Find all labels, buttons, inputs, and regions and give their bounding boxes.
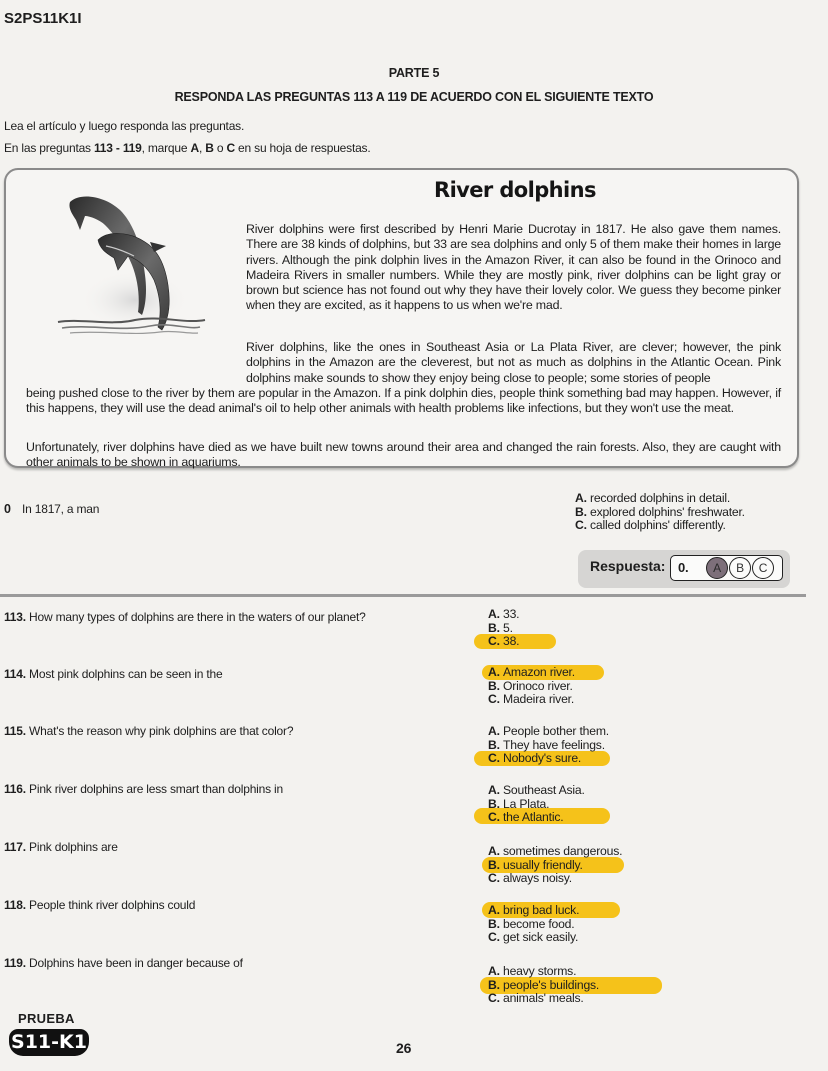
document-code: S2PS11K1I [4, 10, 82, 27]
option-a[interactable] [488, 608, 519, 622]
question-116 [4, 782, 283, 796]
instruction-read: Lea el artículo y luego responda las preguntas. [4, 119, 245, 133]
option-letter: A. [488, 964, 500, 978]
instruction-text: en su hoja de respuestas. [234, 141, 371, 155]
option-text: 5. [503, 620, 513, 635]
option-c-highlighted[interactable] [488, 811, 585, 825]
option-c[interactable] [488, 931, 579, 945]
question-number: 115. [4, 724, 26, 738]
option-text: Orinoco river. [503, 678, 573, 693]
option-text: 33. [503, 607, 520, 621]
option-a-highlighted[interactable] [488, 666, 575, 680]
option-letter: B. [488, 678, 500, 693]
option-letter: A. [488, 665, 500, 679]
option-text: Amazon river. [503, 665, 575, 679]
option-text: Madeira river. [503, 692, 575, 706]
option-text: People bother them. [503, 724, 609, 738]
option-text: become food. [503, 916, 575, 931]
option-text: sometimes dangerous. [503, 844, 623, 858]
section-divider [0, 594, 806, 597]
part-heading: PARTE 5 [388, 66, 440, 80]
instruction-text: , [198, 141, 206, 155]
instruction-text: En las preguntas [4, 141, 94, 155]
option-a[interactable] [488, 725, 609, 739]
option-letter: B. [488, 857, 500, 872]
option-text: Southeast Asia. [503, 783, 585, 797]
option-c[interactable] [488, 693, 575, 707]
question-116-options [488, 784, 585, 825]
option-text: La Plata. [503, 796, 550, 811]
answer-label: Respuesta: [590, 558, 666, 574]
option-text: They have feelings. [503, 737, 605, 752]
option-b[interactable] [488, 680, 575, 694]
question-number: 116. [4, 782, 26, 796]
question-119 [4, 956, 243, 970]
page-number: 26 [396, 1040, 412, 1056]
option-b[interactable] [488, 918, 579, 932]
instruction-text: , marque [141, 141, 191, 155]
question-113 [4, 610, 366, 624]
question-text: Pink dolphins are [29, 840, 118, 854]
example-options [575, 492, 745, 533]
instruction-mark [4, 141, 370, 155]
option-letter: A. [488, 607, 500, 621]
option-letter: B. [488, 977, 500, 992]
option-a-highlighted[interactable] [488, 904, 579, 918]
instruction-text: o [213, 141, 227, 155]
option-b-highlighted[interactable] [488, 859, 622, 873]
option-letter: B. [488, 916, 500, 931]
option-letter: C. [575, 518, 587, 532]
question-text: What's the reason why pink dolphins are that color? [29, 724, 294, 738]
question-number: 119. [4, 956, 26, 970]
option-a[interactable] [488, 845, 622, 859]
option-text: recorded dolphins in detail. [590, 491, 731, 505]
option-letter: C [226, 141, 235, 155]
option-b[interactable] [488, 622, 519, 636]
option-text: Nobody's sure. [503, 751, 582, 765]
question-text: Most pink dolphins can be seen in the [29, 667, 223, 681]
question-text: Pink river dolphins are less smart than dolphins in [29, 782, 283, 796]
question-text: People think river dolphins could [29, 898, 196, 912]
option-letter: A. [488, 724, 500, 738]
option-a[interactable] [488, 784, 585, 798]
question-number: 113. [4, 610, 26, 624]
instruction-title: RESPONDA LAS PREGUNTAS 113 A 119 DE ACUERDO CON EL SIGUIENTE TEXTO [174, 90, 654, 104]
article-paragraph-2-end: being pushed close to the river by them are popular in the Amazon. If a pink dolphin dies, people think something bad may happen. However, if this happens, they will use the dead animal's oil to help other animals with health problems like infections, but they won't use the meat. [26, 386, 781, 416]
question-text: How many types of dolphins are there in the waters of our planet? [29, 610, 366, 624]
option-letter: B. [488, 620, 500, 635]
option-letter: C. [488, 692, 500, 706]
question-number: 117. [4, 840, 26, 854]
option-letter: C. [488, 991, 500, 1005]
article-paragraph-2-start: River dolphins, like the ones in Southeast Asia or La Plata River, are clever; however, the pink dolphins in the Amazon are the cleverest, but not as much as dolphins in the Atlantic Ocean. Pink dolphins make sounds to show they enjoy being close to people; some stories of people [246, 340, 781, 385]
option-c [575, 519, 745, 533]
question-range: 113 - 119 [94, 141, 142, 155]
option-text: called dolphins' differently. [590, 518, 726, 532]
question-number: 118. [4, 898, 26, 912]
option-text: 38. [503, 634, 520, 648]
question-119-options [488, 965, 599, 1006]
option-letter: A. [575, 491, 587, 505]
option-text: heavy storms. [503, 964, 577, 978]
option-a [575, 492, 745, 506]
option-text: animals' meals. [503, 991, 584, 1005]
prueba-label: PRUEBA [18, 1011, 75, 1026]
option-text: bring bad luck. [503, 903, 580, 917]
question-115 [4, 724, 293, 738]
option-text: usually friendly. [503, 857, 583, 872]
question-115-options [488, 725, 609, 766]
option-text: get sick easily. [503, 930, 579, 944]
option-b-highlighted[interactable] [488, 979, 599, 993]
option-c-highlighted[interactable] [488, 635, 519, 649]
article-paragraph-3: Unfortunately, river dolphins have died as we have built new towns around their area and changed the rain forests. Also, they are caught with other animals to be shown in aquariums. [26, 440, 781, 470]
option-c[interactable] [488, 992, 599, 1006]
answer-number: 0. [678, 560, 689, 575]
question-118-options [488, 904, 579, 945]
option-letter: C. [488, 634, 500, 648]
option-letter: A. [488, 783, 500, 797]
option-b [575, 506, 745, 520]
question-number: 114. [4, 667, 26, 681]
option-text: the Atlantic. [503, 810, 564, 824]
answer-bubble-a[interactable]: A [706, 557, 728, 579]
test-code-badge: S11-K1 [9, 1029, 89, 1056]
option-text: people's buildings. [503, 977, 600, 992]
option-text: explored dolphins' freshwater. [590, 504, 745, 519]
question-114 [4, 667, 222, 681]
example-number: 0 [4, 502, 11, 516]
question-117 [4, 840, 118, 854]
question-113-options [488, 608, 519, 649]
option-letter: B [205, 141, 214, 155]
option-letter: C. [488, 871, 500, 885]
example-question: In 1817, a man [22, 502, 100, 516]
option-b[interactable] [488, 739, 609, 753]
option-letter: C. [488, 930, 500, 944]
answer-bubble-b[interactable]: B [729, 557, 751, 579]
dolphin-illustration-icon [50, 180, 210, 340]
article-title: River dolphins [434, 178, 596, 202]
option-c-highlighted[interactable] [488, 752, 609, 766]
option-letter: A [190, 141, 199, 155]
question-117-options [488, 845, 622, 886]
option-text: always noisy. [503, 871, 572, 885]
answer-bubble-c[interactable]: C [752, 557, 774, 579]
question-text: Dolphins have been in danger because of [29, 956, 243, 970]
option-letter: A. [488, 844, 500, 858]
option-letter: B. [488, 796, 500, 811]
article-paragraph-1: River dolphins were first described by Henri Marie Ducrotay in 1817. He also gave them names. There are 38 kinds of dolphins, but 33 are sea dolphins and only 5 of them make their homes in large rivers. Although the pink dolphin lives in the Amazon River, it can also be found in the Orinoco and Madeira Rivers in smaller numbers. While they are mostly pink, river dolphins can be light gray or brown but science has not found out why they have their lovely color. We guess they become pinker when they are excited, as it happens to us when we're mad. [246, 222, 781, 313]
question-118 [4, 898, 195, 912]
question-114-options [488, 666, 575, 707]
option-letter: C. [488, 810, 500, 824]
option-c[interactable] [488, 872, 622, 886]
option-letter: C. [488, 751, 500, 765]
option-letter: A. [488, 903, 500, 917]
option-letter: B. [575, 504, 587, 519]
option-letter: B. [488, 737, 500, 752]
